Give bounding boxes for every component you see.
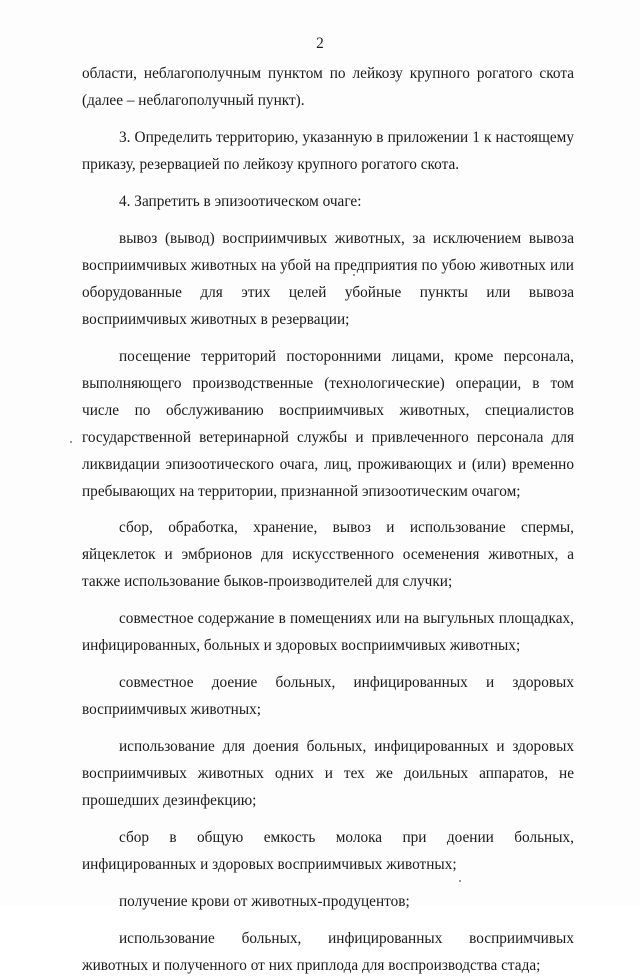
scan-speck	[459, 880, 461, 882]
prohibition-joint-milking: совместное доение больных, инфицированных и здоровых восприимчивых животных;	[82, 674, 574, 719]
paragraph-item-4: 4. Запретить в эпизоотическом очаге:	[119, 192, 362, 210]
prohibition-visits: посещение территорий посторонними лицами, кроме персонала, выполняющего производственные (технологические) операции, в том числе по обслуживанию восприимчивых животных, специалистов государственной ветеринарной службы и привлеченного персонала для ликвидации эпизоотического очага, лиц, проживающих и (или) временно пребывающих на территории, признанной эпизоотическим очагом;	[82, 347, 574, 500]
prohibition-export: вывоз (вывод) восприимчивых животных, за исключением вывоза восприимчивых животных на убой на предприятия по убою животных или оборудованные для этих целей убойные пункты или вывоза восприимчивых животных в резервации;	[82, 229, 574, 328]
page-number: 2	[316, 35, 324, 52]
prohibition-blood-collection: получение крови от животных-продуцентов;	[119, 892, 410, 910]
prohibition-reproduction-use: использование больных, инфицированных восприимчивых животных и полученного от них приплода для воспроизводства стада;	[82, 929, 574, 974]
prohibition-joint-keeping: совместное содержание в помещениях или на выгульных площадках, инфицированных, больных и здоровых восприимчивых животных;	[82, 610, 574, 655]
scan-speck	[353, 274, 355, 276]
paragraph-item-3: 3. Определить территорию, указанную в приложении 1 к настоящему приказу, резервацией по лейкозу крупного рогатого скота.	[82, 128, 574, 173]
prohibition-shared-milking-machines: использование для доения больных, инфицированных и здоровых восприимчивых животных одних и тех же доильных аппаратов, не прошедших дезинфекцию;	[82, 738, 574, 810]
prohibition-common-milk-container: сбор в общую емкость молока при доении больных, инфицированных и здоровых восприимчивых животных;	[82, 829, 574, 874]
document-body	[82, 60, 574, 979]
prohibition-sperm-collection: сбор, обработка, хранение, вывоз и использование спермы, яйцеклеток и эмбрионов для искусственного осеменения животных, а также использование быков-производителей для случки;	[82, 519, 574, 591]
paragraph-continuation: области, неблагополучным пунктом по лейкозу крупного рогатого скота (далее – неблагополучный пункт).	[82, 65, 574, 109]
scan-speck	[70, 441, 72, 443]
